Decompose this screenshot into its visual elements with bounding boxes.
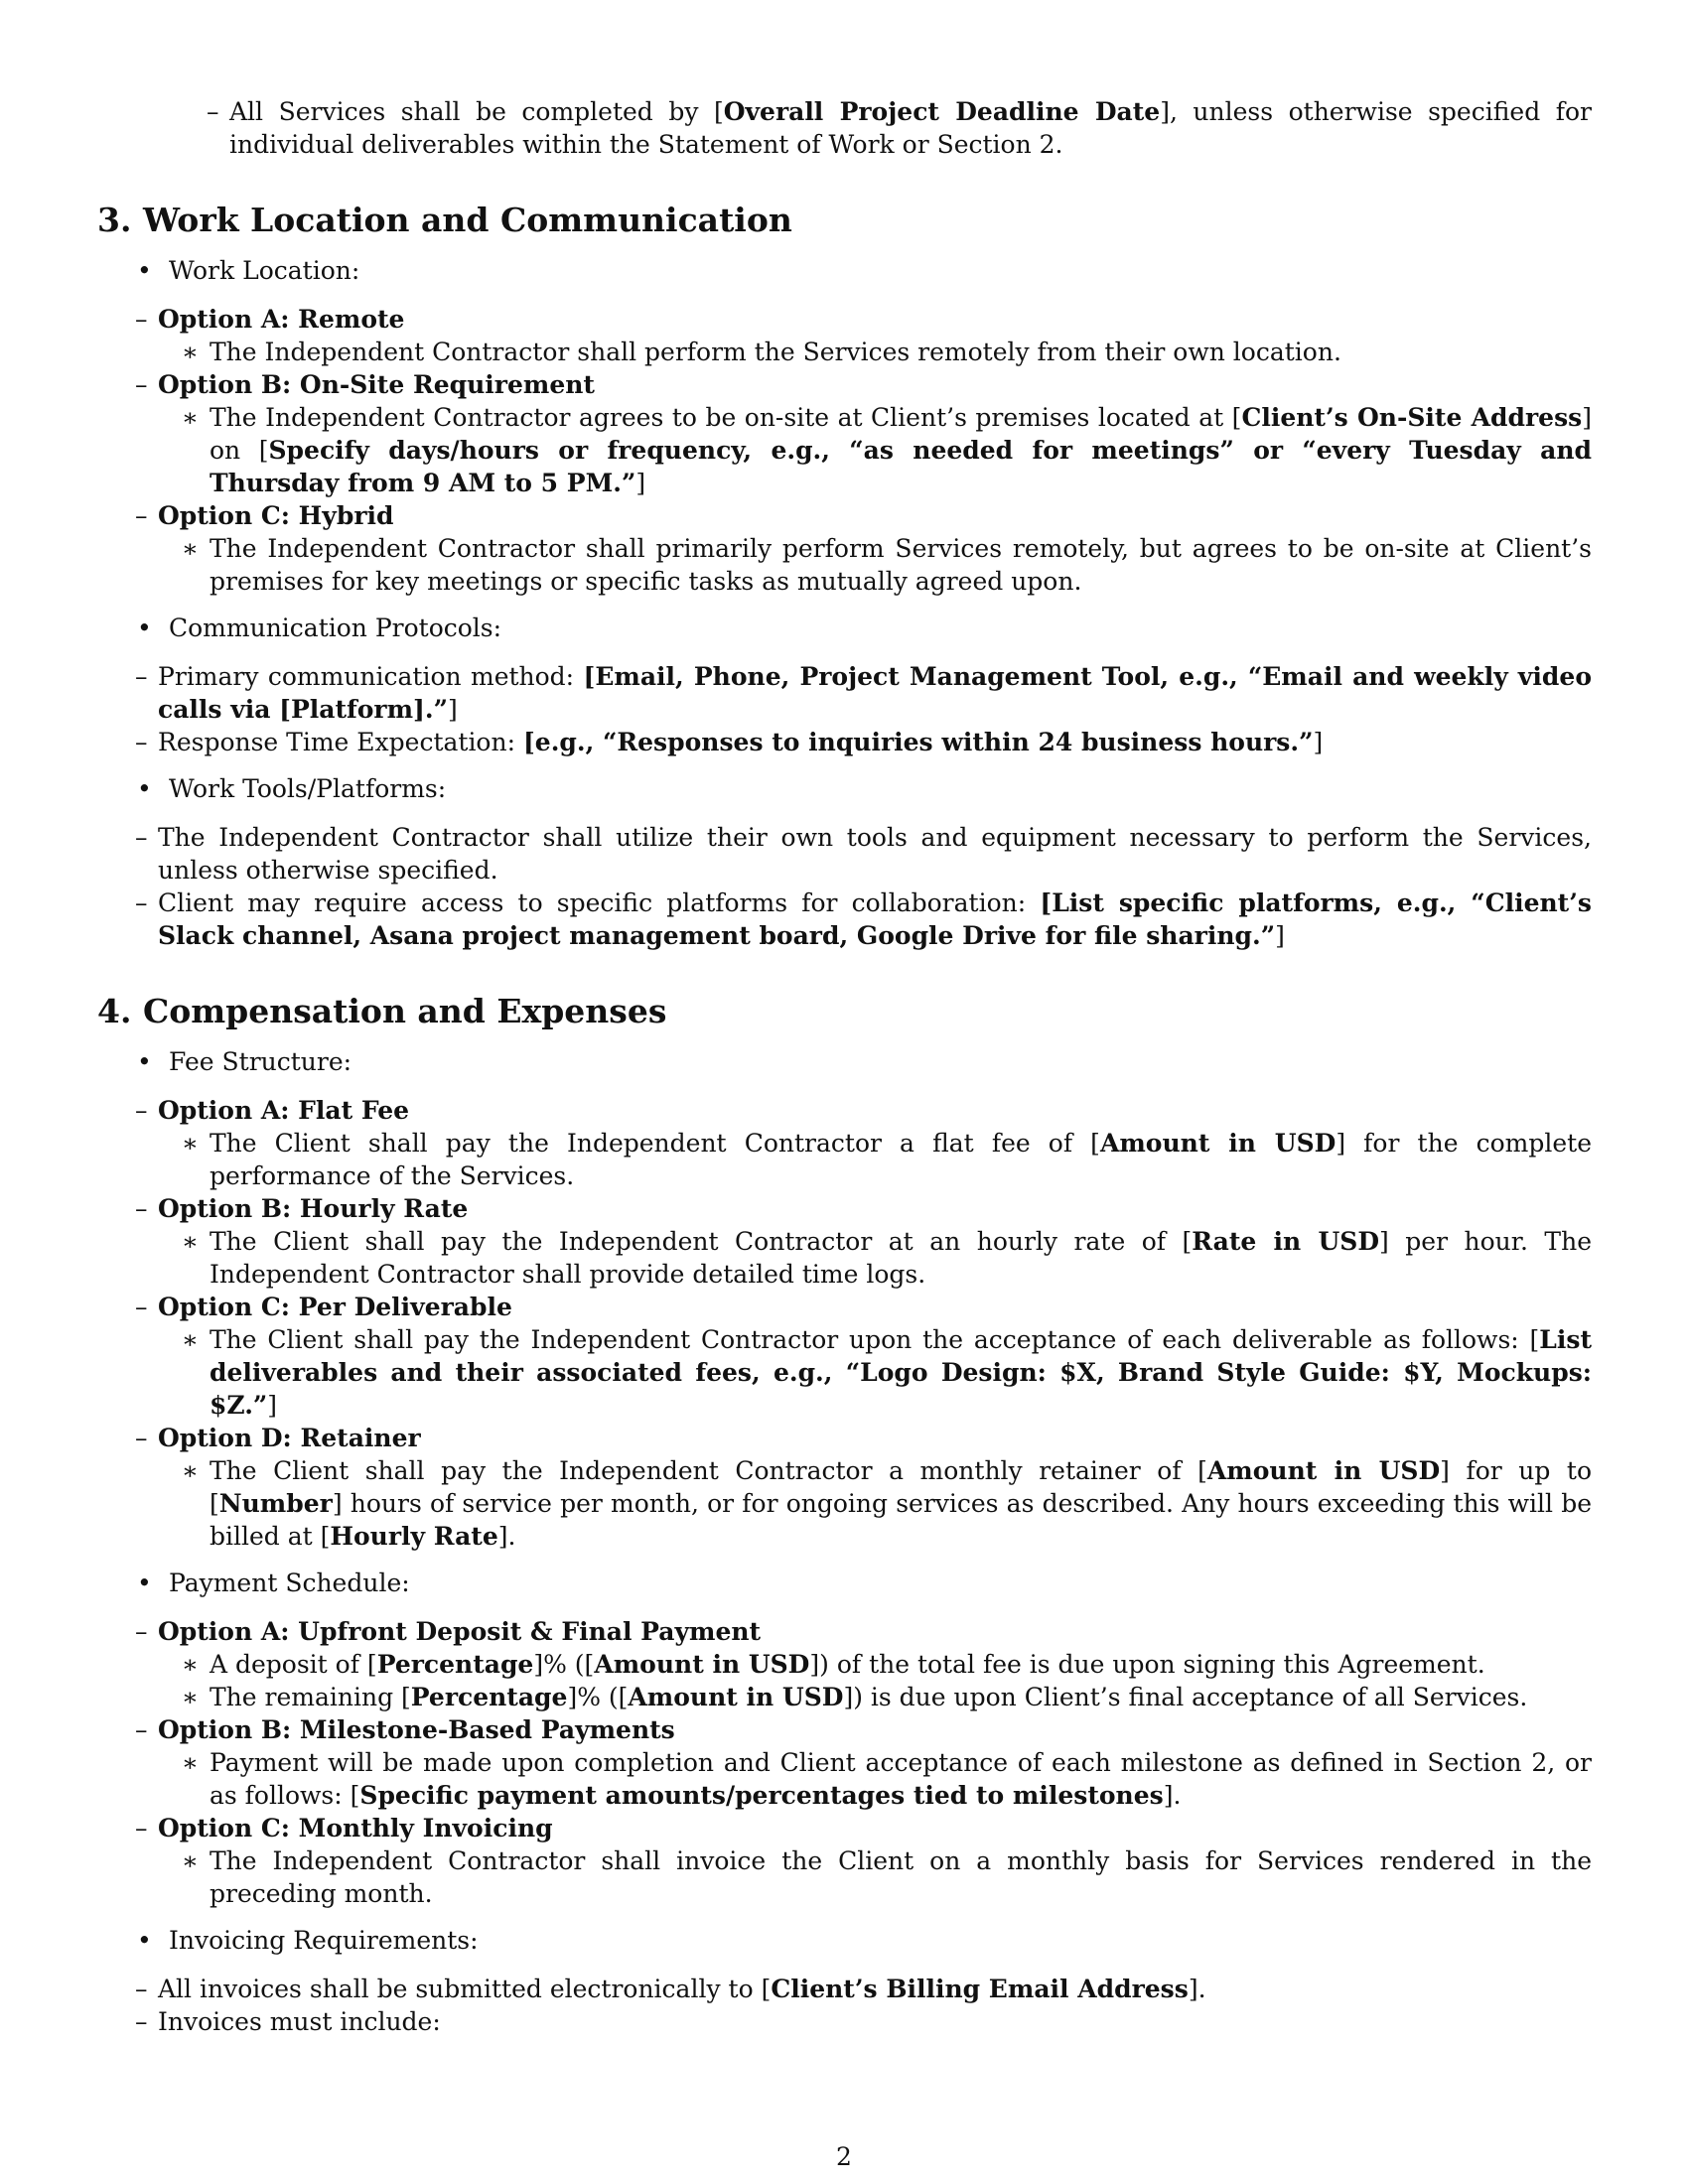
invoicing-must-include: – Invoices must include: — [97, 2005, 1592, 2038]
schedule-option-milestone — [97, 1713, 1592, 1812]
deposit-1-t2: ]% ([ — [533, 1650, 595, 1679]
option-onsite — [97, 368, 1592, 499]
fee-retainer-details — [158, 1454, 1592, 1553]
option-remote-details — [158, 336, 1592, 368]
page-content — [97, 95, 1592, 2038]
section-3-list — [97, 254, 1592, 952]
onsite-address-placeholder: Client’s On-Site Address — [1241, 403, 1583, 432]
deposit-1-amount: Amount in USD — [594, 1650, 810, 1679]
invoicing-electronic-t1: All invoices shall be submitted electronically to [ — [158, 1975, 772, 2003]
tools-platforms-placeholder: [List specific platforms, e.g., “Client’s Slack channel, Asana project management board, Google Drive for file sharing.” — [158, 888, 1592, 950]
schedule-milestone-text — [158, 1746, 1592, 1812]
fee-flat-t2: ] for the complete performance of the Services. — [210, 1129, 1592, 1190]
fee-hourly-rate: Rate in USD — [1192, 1227, 1380, 1256]
fee-flat-details — [158, 1127, 1592, 1192]
option-onsite-text — [158, 401, 1592, 499]
fee-deliverable-title: Option C: Per Deliverable — [158, 1293, 512, 1321]
fee-option-deliverable — [97, 1291, 1592, 1422]
invoicing-label: Invoicing Requirements: — [169, 1926, 479, 1955]
fee-deliverable-list: List deliverables and their associated fees, e.g., “Logo Design: $X, Brand Style Guide: $Y, Mockups: $Z.” — [210, 1325, 1592, 1420]
option-onsite-details — [158, 401, 1592, 499]
schedule-deposit-details — [158, 1648, 1592, 1713]
fee-retainer-t2: ] for up to [ — [210, 1456, 1592, 1518]
payment-schedule-label: Payment Schedule: — [169, 1569, 410, 1597]
payment-schedule-options — [97, 1615, 1592, 1910]
fee-option-retainer — [97, 1422, 1592, 1553]
tools-own-equipment: – The Independent Contractor shall utilize their own tools and equipment necessary to perform the Services, unless otherwise specified. — [97, 821, 1592, 887]
option-hybrid-details — [158, 532, 1592, 598]
fee-flat-title: Option A: Flat Fee — [158, 1096, 410, 1125]
schedule-deposit-title: Option A: Upfront Deposit & Final Payment — [158, 1617, 762, 1646]
primary-method-placeholder: [Email, Phone, Project Management Tool, e.g., “Email and weekly video calls via [Platform].” — [158, 662, 1592, 724]
tools-platforms — [97, 887, 1592, 952]
fee-hourly-t2: ] per hour. The Independent Contractor shall provide detailed time logs. — [210, 1227, 1593, 1289]
option-remote-text: ∗ The Independent Contractor shall perform the Services remotely from their own location. — [158, 336, 1592, 368]
fee-retainer-number: Number — [218, 1489, 333, 1518]
deposit-2-t3: ]) is due upon Client’s final acceptance of all Services. — [843, 1683, 1528, 1711]
primary-method-text: Primary communication method: — [158, 662, 584, 691]
onsite-schedule-placeholder: Specify days/hours or frequency, e.g., “as needed for meetings” or “every Tuesday and Thursday from 9 AM to 5 PM.” — [210, 436, 1593, 497]
tools-platforms-text: Client may require access to specific platforms for collaboration: — [158, 888, 1041, 917]
deposit-1-t1: A deposit of [ — [210, 1650, 377, 1679]
response-time-placeholder: [e.g., “Responses to inquiries within 24 business hours.” — [522, 728, 1314, 756]
work-location-item — [97, 254, 1592, 598]
work-location-label: Work Location: — [169, 256, 360, 285]
deadline-text-a: All Services shall be completed by [ — [229, 97, 724, 126]
fee-deliverable-t2: ] — [267, 1391, 278, 1420]
tools-list — [97, 821, 1592, 952]
fee-hourly-text — [158, 1225, 1592, 1291]
schedule-deposit-line-1 — [158, 1648, 1592, 1681]
schedule-option-deposit — [97, 1615, 1592, 1713]
onsite-text-3: ] — [635, 469, 646, 497]
option-remote — [97, 303, 1592, 368]
tools-item — [97, 772, 1592, 952]
payment-schedule-item — [97, 1567, 1592, 1910]
communication-item — [97, 612, 1592, 758]
fee-retainer-amount: Amount in USD — [1206, 1456, 1441, 1485]
fee-deliverable-text — [158, 1323, 1592, 1422]
schedule-milestone-details — [158, 1746, 1592, 1812]
fee-flat-amount: Amount in USD — [1099, 1129, 1336, 1158]
fee-option-flat — [97, 1094, 1592, 1192]
schedule-deposit-line-2 — [158, 1681, 1592, 1713]
milestone-placeholder: Specific payment amounts/percentages tied to milestones — [359, 1781, 1164, 1810]
fee-structure-item — [97, 1045, 1592, 1553]
response-time-text: Response Time Expectation: — [158, 728, 523, 756]
fee-hourly-title: Option B: Hourly Rate — [158, 1194, 469, 1223]
option-hybrid-text: ∗ The Independent Contractor shall primarily perform Services remotely, but agrees to be on-site at Client’s premises for key meetings or specific tasks as mutually agreed upon. — [158, 532, 1592, 598]
response-time — [97, 726, 1592, 758]
fee-retainer-text — [158, 1454, 1592, 1553]
deposit-1-t3: ]) of the total fee is due upon signing this Agreement. — [809, 1650, 1485, 1679]
onsite-text-1: The Independent Contractor agrees to be on-site at Client’s premises located at [ — [210, 403, 1242, 432]
section-4-list — [97, 1045, 1592, 2038]
communication-label: Communication Protocols: — [169, 614, 502, 642]
fee-deliverable-t1: The Client shall pay the Independent Contractor upon the acceptance of each deliverable as follows: [ — [210, 1325, 1540, 1354]
primary-method — [97, 660, 1592, 726]
tools-platforms-close: ] — [1275, 921, 1285, 950]
fee-options — [97, 1094, 1592, 1553]
fee-option-hourly — [97, 1192, 1592, 1291]
page-number: 2 — [836, 2142, 852, 2171]
option-onsite-title: Option B: On-Site Requirement — [158, 370, 595, 399]
fee-retainer-t1: The Client shall pay the Independent Contractor a monthly retainer of [ — [210, 1456, 1207, 1485]
fee-hourly-t1: The Client shall pay the Independent Contractor at an hourly rate of [ — [210, 1227, 1193, 1256]
fee-flat-t1: The Client shall pay the Independent Contractor a flat fee of [ — [210, 1129, 1100, 1158]
fee-retainer-title: Option D: Retainer — [158, 1424, 421, 1452]
schedule-option-monthly — [97, 1812, 1592, 1910]
milestone-t2: ]. — [1163, 1781, 1182, 1810]
option-hybrid-title: Option C: Hybrid — [158, 501, 394, 530]
section-3-heading: 3. Work Location and Communication — [97, 201, 792, 239]
work-location-options — [97, 303, 1592, 598]
deposit-2-percentage: Percentage — [410, 1683, 568, 1711]
deposit-1-percentage: Percentage — [376, 1650, 534, 1679]
response-time-close: ] — [1313, 728, 1324, 756]
deadline-placeholder: Overall Project Deadline Date — [723, 97, 1161, 126]
invoicing-item — [97, 1924, 1592, 2038]
deposit-2-t2: ]% ([ — [567, 1683, 629, 1711]
primary-method-close: ] — [447, 695, 458, 724]
billing-email-placeholder: Client’s Billing Email Address — [771, 1975, 1189, 2003]
option-remote-title: Option A: Remote — [158, 305, 405, 334]
fee-structure-label: Fee Structure: — [169, 1047, 352, 1076]
schedule-monthly-title: Option C: Monthly Invoicing — [158, 1814, 553, 1843]
section-4-heading: 4. Compensation and Expenses — [97, 992, 667, 1030]
deposit-2-amount: Amount in USD — [628, 1683, 844, 1711]
fee-retainer-t3: ] hours of service per month, or for ongoing services as described. Any hours exceeding this will be billed at [ — [210, 1489, 1592, 1551]
schedule-monthly-text: ∗ The Independent Contractor shall invoice the Client on a monthly basis for Services rendered in the preceding month. — [158, 1844, 1592, 1910]
fee-hourly-details — [158, 1225, 1592, 1291]
invoicing-electronic-t2: ]. — [1188, 1975, 1206, 2003]
communication-list — [97, 660, 1592, 758]
milestone-t1: Payment will be made upon completion and Client acceptance of each milestone as defined in Section 2, or as follows: [ — [210, 1748, 1592, 1810]
invoicing-electronic — [97, 1973, 1592, 2005]
deadline-paragraph — [97, 95, 1592, 161]
fee-retainer-hourly: Hourly Rate — [330, 1522, 498, 1551]
deadline-text-b: ], unless otherwise specified for individual deliverables within the Statement of Work or Section 2. — [229, 97, 1592, 159]
tools-label: Work Tools/Platforms: — [169, 774, 447, 803]
fee-deliverable-details — [158, 1323, 1592, 1422]
onsite-text-2: ] on [ — [210, 403, 1592, 465]
schedule-monthly-details — [158, 1844, 1592, 1910]
fee-retainer-t4: ]. — [497, 1522, 516, 1551]
deposit-2-t1: The remaining [ — [210, 1683, 411, 1711]
schedule-milestone-title: Option B: Milestone-Based Payments — [158, 1715, 675, 1744]
option-hybrid — [97, 499, 1592, 598]
fee-flat-text — [158, 1127, 1592, 1192]
invoicing-list — [97, 1973, 1592, 2038]
